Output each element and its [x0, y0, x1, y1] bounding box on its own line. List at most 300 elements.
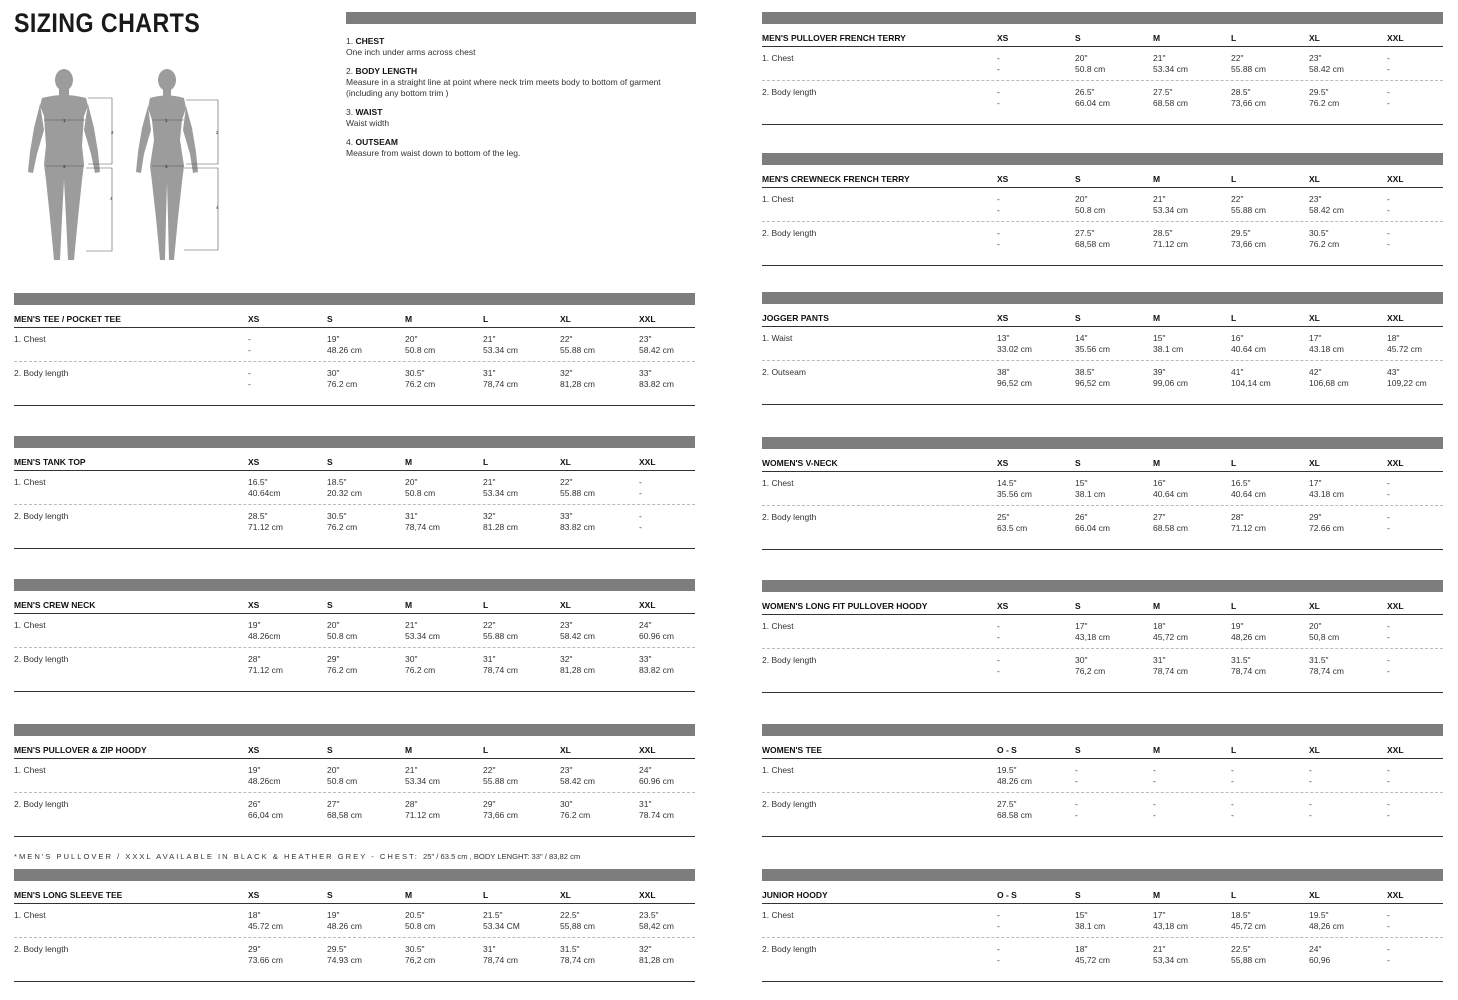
cell-cm: 50.8 cm — [1075, 64, 1106, 74]
cell-cm: 60.96 cm — [639, 631, 674, 641]
cell-inches: - — [1387, 53, 1390, 63]
table-title: WOMEN'S TEE — [762, 745, 823, 755]
size-column-header: XL — [1309, 601, 1320, 611]
cell-cm: 74.93 cm — [327, 955, 362, 965]
legend-desc: Measure in a straight line at point where neck trim meets body to bottom of garment (including any bottom trim ) — [346, 77, 661, 98]
table-end-rule — [762, 394, 1443, 405]
table-end-rule — [762, 971, 1443, 982]
table-header-bar — [762, 580, 1443, 592]
cell-inches: 24" — [639, 620, 652, 630]
table-cell — [1153, 478, 1188, 500]
cell-inches: 21" — [483, 477, 496, 487]
table-cell — [997, 910, 1000, 932]
footnote-values: 25" / 63.5 cm , BODY LENGHT: 33" / 83,82 cm — [423, 852, 581, 861]
size-column-header: M — [1153, 458, 1161, 468]
table-header-bar — [762, 12, 1443, 24]
cell-cm: 50.8 cm — [327, 631, 358, 641]
cell-inches: 15" — [1075, 910, 1088, 920]
cell-inches: 31" — [1153, 655, 1166, 665]
cell-inches: 29.5" — [1309, 87, 1329, 97]
table-cell — [405, 511, 440, 533]
table-cell — [327, 620, 357, 642]
cell-inches: 22" — [1231, 194, 1244, 204]
legend-item — [346, 36, 696, 58]
table-cell — [1231, 944, 1266, 966]
size-column-header: L — [483, 890, 489, 900]
cell-cm: 73,66 cm — [1231, 98, 1266, 108]
cell-inches: 38" — [997, 367, 1010, 377]
cell-cm: 58.42 cm — [1309, 205, 1344, 215]
table-cell — [997, 765, 1032, 787]
table-cell — [560, 654, 595, 676]
size-column-header: L — [483, 457, 489, 467]
table-cell — [1387, 765, 1390, 787]
size-column-header: L — [1231, 745, 1237, 755]
table-end-rule — [14, 395, 695, 406]
legend-desc: Measure from waist down to bottom of the leg. — [346, 148, 521, 158]
size-column-header: XXL — [1387, 745, 1404, 755]
cell-inches: 31.5" — [1309, 655, 1329, 665]
table-row — [762, 793, 1443, 826]
footnote — [14, 852, 580, 861]
cell-inches: 21" — [405, 765, 418, 775]
table-cell — [997, 87, 1000, 109]
table-cell — [405, 654, 435, 676]
table-cell — [639, 910, 674, 932]
size-column-header: S — [1075, 745, 1081, 755]
cell-cm: 40.64 cm — [1231, 344, 1266, 354]
cell-inches: 33" — [639, 368, 652, 378]
table-end-rule — [762, 255, 1443, 266]
cell-cm: 53,34 cm — [1153, 955, 1188, 965]
cell-cm: - — [1075, 776, 1078, 786]
table-row — [14, 328, 695, 362]
cell-cm: 58.42 cm — [639, 345, 674, 355]
cell-inches: - — [997, 228, 1000, 238]
table-cell — [248, 910, 283, 932]
size-column-header: XS — [248, 314, 260, 324]
table-cell — [405, 910, 435, 932]
table-end-rule — [14, 971, 695, 982]
cell-cm: 50.8 cm — [405, 921, 436, 931]
table-end-rule — [762, 114, 1443, 125]
table-cell — [1387, 910, 1390, 932]
cell-cm: 73,66 cm — [1231, 239, 1266, 249]
size-table — [14, 724, 695, 837]
table-cell — [639, 511, 642, 533]
table-header-bar — [14, 436, 695, 448]
table-header — [762, 24, 1443, 47]
table-cell — [1231, 910, 1266, 932]
table-cell — [1309, 53, 1344, 75]
table-cell — [560, 511, 595, 533]
cell-cm: - — [1387, 64, 1390, 74]
cell-inches: 23" — [1309, 53, 1322, 63]
table-row — [14, 759, 695, 793]
cell-inches: - — [997, 944, 1000, 954]
cell-cm: - — [1309, 776, 1312, 786]
table-cell — [405, 368, 435, 390]
table-header-bar — [762, 724, 1443, 736]
cell-cm: 76.2 cm — [327, 665, 358, 675]
table-cell — [997, 944, 1000, 966]
cell-inches: 30.5" — [405, 944, 425, 954]
size-column-header: XXL — [1387, 458, 1404, 468]
size-column-header: S — [1075, 33, 1081, 43]
size-column-header: M — [1153, 174, 1161, 184]
figure-mark-4: 4 — [110, 196, 113, 201]
legend-title: CHEST — [355, 36, 385, 46]
cell-cm: 71.12 cm — [1153, 239, 1188, 249]
cell-cm: 76,2 cm — [405, 955, 436, 965]
cell-inches: 30.5" — [405, 368, 425, 378]
table-row — [762, 47, 1443, 81]
cell-inches: 32" — [560, 654, 573, 664]
table-cell — [1153, 367, 1188, 389]
figure-mark-3: 3 — [165, 164, 168, 169]
measurement-legend — [346, 12, 696, 167]
table-cell — [1075, 944, 1110, 966]
cell-inches: 24" — [639, 765, 652, 775]
measurement-label: 1. Chest — [14, 910, 46, 920]
size-column-header: XXL — [1387, 890, 1404, 900]
cell-inches: 19" — [327, 334, 340, 344]
table-cell — [1309, 765, 1312, 787]
table-cell — [1153, 655, 1188, 677]
cell-inches: 23" — [639, 334, 652, 344]
legend-title: WAIST — [355, 107, 383, 117]
table-cell — [639, 620, 674, 642]
table-cell — [327, 910, 362, 932]
table-cell — [997, 655, 1000, 677]
table-cell — [1387, 944, 1390, 966]
table-cell — [1387, 87, 1390, 109]
table-title: MEN'S PULLOVER & ZIP HOODY — [14, 745, 147, 755]
cell-inches: 14" — [1075, 333, 1088, 343]
cell-inches: 21" — [483, 334, 496, 344]
table-cell — [1231, 478, 1266, 500]
cell-cm: 38.1 cm — [1075, 921, 1106, 931]
table-cell — [639, 334, 674, 356]
cell-inches: 23.5" — [639, 910, 659, 920]
size-column-header: XL — [560, 457, 571, 467]
table-cell — [1153, 194, 1188, 216]
cell-cm: 45,72 cm — [1075, 955, 1110, 965]
cell-cm: 45,72 cm — [1231, 921, 1266, 931]
cell-cm: 76.2 cm — [1309, 98, 1340, 108]
table-row — [14, 904, 695, 938]
legend-desc: One inch under arms across chest — [346, 47, 476, 57]
cell-inches: 18" — [1075, 944, 1088, 954]
cell-inches: 30" — [560, 799, 573, 809]
measurement-label: 2. Body length — [762, 944, 817, 954]
cell-inches: 19.5" — [1309, 910, 1329, 920]
size-column-header: XS — [248, 890, 260, 900]
cell-cm: 50.8 cm — [405, 345, 436, 355]
cell-inches: 22" — [560, 477, 573, 487]
cell-inches: 26" — [1075, 512, 1088, 522]
cell-cm: 48.26 cm — [327, 921, 362, 931]
cell-inches: 13" — [997, 333, 1010, 343]
cell-cm: 76,2 cm — [1075, 666, 1106, 676]
table-cell — [1231, 655, 1266, 677]
cell-cm: 83.82 cm — [639, 379, 674, 389]
size-column-header: S — [327, 890, 333, 900]
cell-cm: 81,28 cm — [560, 379, 595, 389]
table-row — [14, 471, 695, 505]
cell-inches: 27.5" — [997, 799, 1017, 809]
measurement-label: 1. Chest — [14, 620, 46, 630]
legend-item — [346, 66, 696, 99]
table-cell — [248, 368, 251, 390]
table-cell — [483, 799, 518, 821]
cell-inches: 31" — [639, 799, 652, 809]
measurement-label: 2. Body length — [762, 228, 817, 238]
cell-cm: 60,96 — [1309, 955, 1331, 965]
size-column-header: XL — [1309, 174, 1320, 184]
legend-num: 4. — [346, 137, 354, 147]
cell-cm: 43,18 cm — [1153, 921, 1188, 931]
cell-cm: 55.88 cm — [483, 776, 518, 786]
size-column-header: L — [1231, 33, 1237, 43]
size-column-header: M — [1153, 890, 1161, 900]
size-column-header: XL — [560, 600, 571, 610]
cell-inches: 27" — [1153, 512, 1166, 522]
size-column-header: L — [1231, 601, 1237, 611]
table-cell — [639, 944, 674, 966]
table-cell — [1387, 478, 1390, 500]
cell-inches: 20" — [405, 334, 418, 344]
cell-inches: 16" — [1153, 478, 1166, 488]
table-cell — [1387, 333, 1422, 355]
cell-cm: 38.1 cm — [1153, 344, 1184, 354]
measurement-label: 2. Body length — [14, 368, 69, 378]
legend-items — [346, 36, 696, 159]
table-cell — [327, 765, 357, 787]
cell-cm: - — [1387, 98, 1390, 108]
cell-inches: - — [1387, 87, 1390, 97]
cell-cm: - — [1387, 776, 1390, 786]
cell-cm: - — [248, 379, 251, 389]
cell-inches: 33" — [560, 511, 573, 521]
size-column-header: L — [1231, 313, 1237, 323]
size-column-header: XXL — [639, 890, 656, 900]
measurement-label: 1. Chest — [14, 334, 46, 344]
cell-cm: - — [1153, 810, 1156, 820]
cell-inches: 17" — [1075, 621, 1088, 631]
measurement-label: 1. Chest — [762, 53, 794, 63]
size-column-header: M — [405, 890, 413, 900]
table-title: JUNIOR HOODY — [762, 890, 828, 900]
table-cell — [1387, 512, 1390, 534]
table-row — [762, 327, 1443, 361]
cell-cm: - — [997, 98, 1000, 108]
cell-inches: - — [248, 368, 251, 378]
cell-cm: 68,58 cm — [327, 810, 362, 820]
table-cell — [1153, 53, 1188, 75]
cell-inches: 26" — [248, 799, 261, 809]
size-table — [762, 437, 1443, 550]
size-table — [762, 153, 1443, 266]
size-column-header: XS — [248, 457, 260, 467]
table-cell — [1387, 799, 1390, 821]
cell-cm: 71.12 cm — [248, 522, 283, 532]
cell-inches: 16.5" — [248, 477, 268, 487]
size-column-header: XXL — [639, 600, 656, 610]
cell-cm: 58,42 cm — [639, 921, 674, 931]
cell-cm: - — [1387, 205, 1390, 215]
table-cell — [483, 511, 518, 533]
cell-cm: 81,28 cm — [639, 955, 674, 965]
figure-mark-4: 4 — [216, 205, 219, 210]
cell-cm: 81.28 cm — [483, 522, 518, 532]
table-cell — [327, 368, 357, 390]
cell-cm: 68.58 cm — [1153, 523, 1188, 533]
cell-inches: 28.5" — [1153, 228, 1173, 238]
size-column-header: S — [1075, 313, 1081, 323]
size-column-header: XS — [997, 174, 1009, 184]
cell-inches: 15" — [1153, 333, 1166, 343]
legend-header-bar — [346, 12, 696, 24]
table-cell — [248, 477, 281, 499]
cell-cm: 104,14 cm — [1231, 378, 1271, 388]
table-cell — [997, 621, 1000, 643]
cell-inches: 30" — [405, 654, 418, 664]
cell-cm: 78,74 cm — [405, 522, 440, 532]
size-table — [14, 579, 695, 692]
size-column-header: M — [1153, 313, 1161, 323]
table-cell — [405, 944, 435, 966]
cell-cm: - — [1387, 523, 1390, 533]
cell-inches: 20" — [327, 765, 340, 775]
cell-cm: 45.72 cm — [1387, 344, 1422, 354]
cell-cm: 50.8 cm — [1075, 205, 1106, 215]
cell-inches: - — [997, 194, 1000, 204]
size-column-header: L — [1231, 174, 1237, 184]
table-header-bar — [14, 293, 695, 305]
cell-inches: - — [1231, 799, 1234, 809]
cell-cm: 83.82 cm — [560, 522, 595, 532]
size-column-header: M — [405, 600, 413, 610]
table-cell — [483, 765, 518, 787]
table-cell — [405, 334, 435, 356]
cell-inches: - — [1387, 799, 1390, 809]
cell-inches: 31.5" — [1231, 655, 1251, 665]
cell-inches: 19" — [248, 620, 261, 630]
figure-mark-1: 1 — [63, 118, 66, 123]
cell-cm: 20.32 cm — [327, 488, 362, 498]
table-cell — [1153, 621, 1188, 643]
cell-inches: 31" — [483, 368, 496, 378]
table-cell — [483, 477, 518, 499]
table-cell — [1387, 367, 1427, 389]
cell-cm: 66.04 cm — [1075, 523, 1110, 533]
legend-item-title — [346, 66, 696, 77]
cell-inches: 20" — [405, 477, 418, 487]
cell-inches: 17" — [1309, 478, 1322, 488]
cell-inches: - — [1387, 944, 1390, 954]
cell-cm: 60.96 cm — [639, 776, 674, 786]
size-column-header: XL — [1309, 890, 1320, 900]
cell-cm: 81,28 cm — [560, 665, 595, 675]
size-table — [14, 436, 695, 549]
table-cell — [327, 334, 362, 356]
cell-cm: - — [1075, 810, 1078, 820]
table-cell — [1153, 944, 1188, 966]
table-cell — [1153, 228, 1188, 250]
table-header — [762, 165, 1443, 188]
cell-cm: 48,26 cm — [1231, 632, 1266, 642]
table-row — [14, 793, 695, 826]
cell-inches: 41" — [1231, 367, 1244, 377]
cell-inches: 32" — [560, 368, 573, 378]
measurement-label: 1. Chest — [762, 910, 794, 920]
table-header — [14, 881, 695, 904]
table-row — [762, 938, 1443, 971]
cell-inches: 29" — [327, 654, 340, 664]
table-end-rule — [762, 826, 1443, 837]
table-title: MEN'S TANK TOP — [14, 457, 86, 467]
table-header-bar — [762, 869, 1443, 881]
cell-cm: 78,74 cm — [1153, 666, 1188, 676]
cell-inches: 29" — [1309, 512, 1322, 522]
table-cell — [483, 654, 518, 676]
size-column-header: L — [483, 745, 489, 755]
cell-cm: - — [997, 955, 1000, 965]
table-cell — [405, 799, 440, 821]
table-title: WOMEN'S V-NECK — [762, 458, 838, 468]
table-cell — [997, 478, 1032, 500]
size-column-header: XS — [248, 745, 260, 755]
cell-inches: 23" — [560, 620, 573, 630]
table-end-rule — [762, 682, 1443, 693]
table-cell — [560, 334, 595, 356]
table-cell — [1075, 765, 1078, 787]
table-cell — [405, 765, 440, 787]
cell-inches: - — [997, 53, 1000, 63]
cell-cm: 106,68 cm — [1309, 378, 1349, 388]
size-column-header: L — [1231, 458, 1237, 468]
cell-cm: - — [639, 488, 642, 498]
cell-inches: 16.5" — [1231, 478, 1251, 488]
table-header — [762, 592, 1443, 615]
measurement-label: 1. Waist — [762, 333, 793, 343]
cell-cm: 96,52 cm — [997, 378, 1032, 388]
table-cell — [1231, 333, 1266, 355]
table-row — [762, 222, 1443, 255]
cell-inches: 21" — [1153, 944, 1166, 954]
table-end-rule — [762, 539, 1443, 550]
table-row — [14, 362, 695, 395]
table-cell — [1075, 367, 1110, 389]
table-end-rule — [14, 681, 695, 692]
cell-inches: 20" — [1075, 53, 1088, 63]
cell-cm: 40.64 cm — [1153, 489, 1188, 499]
table-cell — [1309, 910, 1344, 932]
table-row — [14, 648, 695, 681]
cell-inches: 26.5" — [1075, 87, 1095, 97]
table-cell — [560, 765, 595, 787]
size-column-header: XXL — [639, 457, 656, 467]
table-cell — [483, 334, 518, 356]
table-cell — [997, 367, 1032, 389]
legend-num: 3. — [346, 107, 354, 117]
table-cell — [248, 511, 283, 533]
cell-cm: - — [639, 522, 642, 532]
cell-inches: 31" — [483, 944, 496, 954]
table-cell — [1075, 512, 1110, 534]
cell-inches: - — [1075, 765, 1078, 775]
